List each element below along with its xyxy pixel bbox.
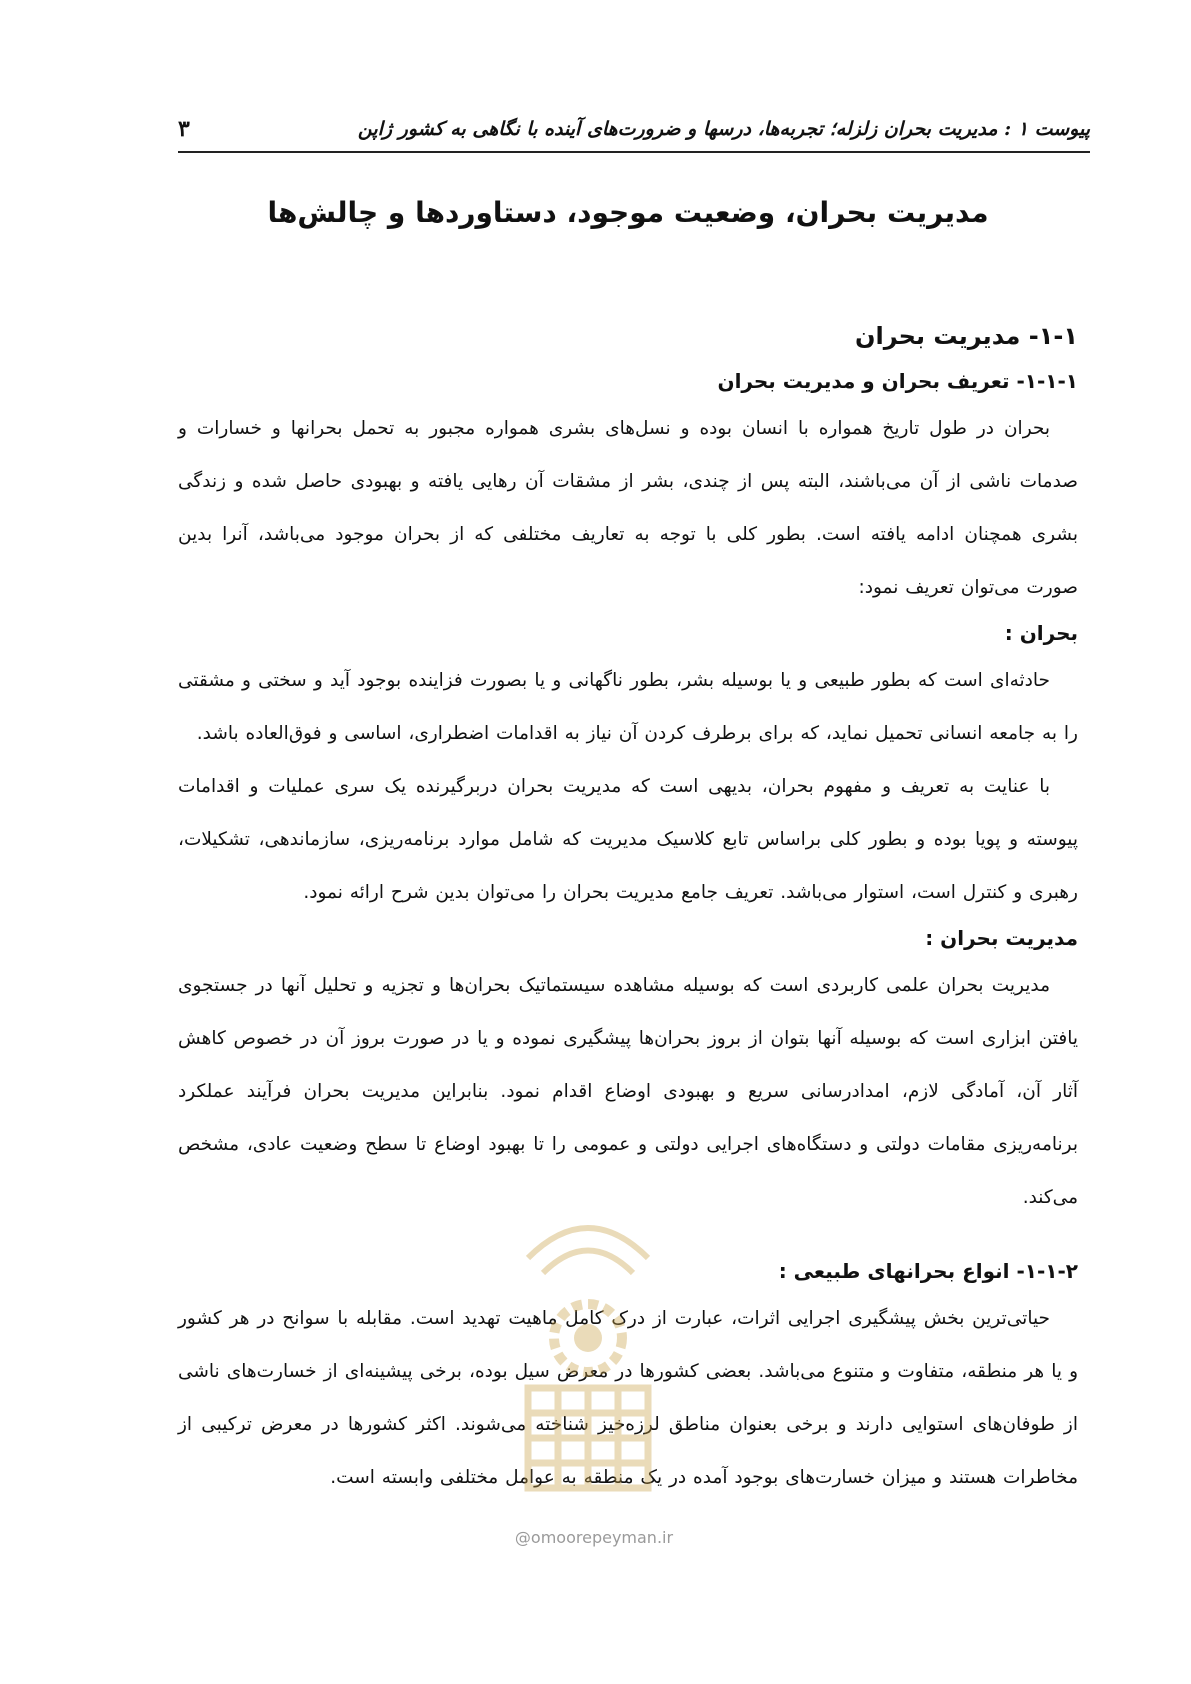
section-heading: ۱-۱- مدیریت بحران (855, 322, 1078, 350)
term-heading-crisis: بحران : (1004, 621, 1078, 645)
watermark-logo-icon (488, 1188, 688, 1508)
watermark-text: @omoorepeyman.ir (514, 1528, 674, 1547)
term-heading-crisis-management: مدیریت بحران : (925, 926, 1078, 950)
subsection-heading: ۱-۱-۱- تعریف بحران و مدیریت بحران (717, 369, 1078, 393)
paragraph: بحران در طول تاریخ همواره با انسان بوده و نسل‌های بشری همواره مجبور به تحمل بحرانها و خسارات و صدمات ناشی از آن می‌باشند، البته پس از چندی، بشر از مشقات آن رهایی یافته و بهبودی حاصل شده و زندگی بشری همچنان ادامه یافته است. بطور کلی با توجه به تعاریف مختلفی که از بحران موجود می‌باشد، آنرا بدین صورت می‌توان تعریف نمود: (178, 418, 1078, 598)
running-header (178, 112, 1090, 152)
paragraph: با عنایت به تعریف و مفهوم بحران، بدیهی است که مدیریت بحران دربرگیرنده یک سری عملیات و اقدامات پیوسته و پویا بوده و بطور کلی براساس تابع کلاسیک مدیریت که شامل موارد برنامه‌ریزی، سازماندهی، تشکیلات، رهبری و کنترل است، استوار می‌باشد. تعریف جامع مدیریت بحران را می‌توان بدین شرح ارائه نمود. (178, 776, 1078, 903)
subsection-heading: ۱-۱-۲- انواع بحرانهای طبیعی : (778, 1259, 1078, 1283)
chapter-title: مدیریت بحران، وضعیت موجود، دستاوردها و چالش‌ها (267, 196, 989, 229)
page-number: ۳ (178, 116, 190, 142)
running-title: پیوست ۱ : مدیریت بحران زلزله؛ تجربه‌ها، درسها و ضرورت‌های آینده با نگاهی به کشور ژاپن (357, 118, 1090, 140)
header-rule (178, 151, 1090, 153)
definition-crisis-management: مدیریت بحران علمی کاربردی است که بوسیله مشاهده سیستماتیک بحران‌ها و تجزیه و تحلیل آنها در جستجوی یافتن ابزاری است که بوسیله آنها بتوان از بروز بحران‌ها پیشگیری نموده و یا در صورت بروز آن در خصوص کاهش آثار آن، آمادگی لازم، امدادرسانی سریع و بهبودی اوضاع اقدام نمود. بنابراین مدیریت بحران فرآیند عملکرد برنامه‌ریزی مقامات دولتی و دستگاه‌های اجرایی دولتی و عمومی را تا بهبود اوضاع تا سطح وضعیت عادی، مشخص می‌کند. (178, 975, 1078, 1208)
definition-crisis: حادثه‌ای است که بطور طبیعی و یا بوسیله بشر، بطور ناگهانی و یا بصورت فزاینده بوجود آید و سختی و مشقتی را به جامعه انسانی تحمیل نماید، که برای برطرف کردن آن نیاز به اقدامات اضطراری، اساسی و فوق‌العاده باشد. (178, 670, 1078, 744)
paragraph: حیاتی‌ترین بخش پیشگیری اجرایی اثرات، عبارت از درک کامل ماهیت تهدید است. مقابله با سوانح در هر کشور و یا هر منطقه، متفاوت و متنوع می‌باشد. بعضی کشورها در معرض سیل بوده، برخی پیشینه‌ای از خسارت‌های ناشی از طوفان‌های استوایی دارند و برخی بعنوان مناطق لرزه‌خیز شناخته می‌شوند. اکثر کشورها در معرض ترکیبی از مخاطرات هستند و میزان خسارت‌های بوجود آمده در یک منطقه به عوامل مختلفی وابسته است. (178, 1308, 1078, 1488)
